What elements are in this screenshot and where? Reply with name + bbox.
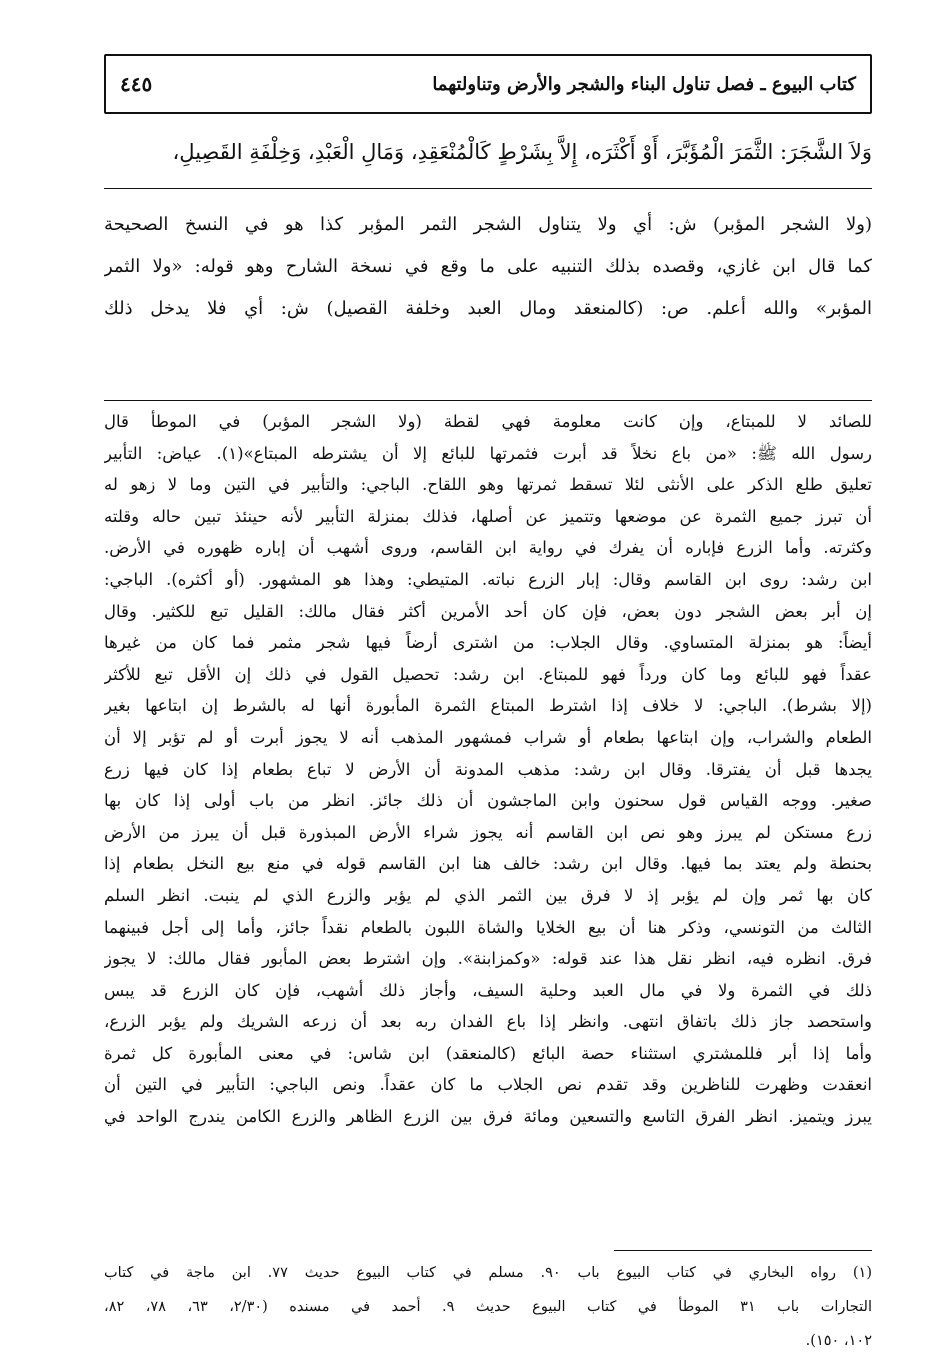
gloss-line: انعقدت وظهرت للناظرين وقد تقدم نص الجلاب ما كان عقداً. ونص الباجي: التأبير في التين أن [104,1075,872,1095]
footnote-block [104,1256,872,1358]
footnote-divider [614,1250,872,1251]
matn-text: وَلاَ الشَّجَرَ: الثَّمَرَ الْمُؤَبَّرَ، أَوْ أَكْثَرَه، إِلاَّ بِشَرْطٍ كَالْمُنْعَقِدِ، وَمَالِ الْعَبْدِ، وَخِلْفَةِ القَصِيلِ، [172,140,872,164]
gloss-line: يجدها قبل أن يفترقا. وقال ابن رشد: مذهب المدونة أن الأرض لا تباع بطعام إذا كان فيها زرع [104,759,872,779]
gloss-line: للصائد لا للمبتاع، وإن كانت معلومة فهي لقطة (ولا الشجر المؤبر) في الموطأ قال [104,412,872,431]
gloss-line: تعليق طلع الذكر على الأنثى لئلا تسقط ثمرتها وهو اللقاح. الباجي: والتأبير في التين وما لا زهو له [104,475,872,495]
gloss-line: إن أبر بعض الشجر دون بعض، فإن كان أحد الأمرين أكثر فقال مالك: القليل تبع للكثير. وقال [104,601,872,621]
running-header [104,54,872,114]
header-title: كتاب البيوع ـ فصل تناول البناء والشجر والأرض وتناولتهما [432,73,856,95]
commentary-line: كما قال ابن غازي، وقصده بذلك التنبيه على ما وقع في نسخة الشارح وهو قوله: «ولا الثمر [104,256,872,277]
gloss-line: واستحصد جاز ذلك باتفاق انتهى. وانظر إذا باع الفدان ربه بعد أن زرعه الشريك ولم يؤبر الزرع، [104,1012,872,1032]
gloss-line: وكثرته. وأما الزرع فإباره أن يفرك في رواية ابن القاسم، وروى أشهب أن إباره ظهوره في الأرض. [104,538,872,558]
gloss-line: (إلا بشرط). الباجي: لا خلاف إذا اشترط المبتاع الثمرة المأبورة أنها له بالشرط إن ابتاعها بغير [104,696,872,716]
footnote-line: (١) رواه البخاري في كتاب البيوع باب ٩٠. مسلم في كتاب البيوع حديث ٧٧. ابن ماجة في كتاب [104,1265,872,1281]
gloss-line: بحنطة ولم يعتد بما فيها. وقال ابن رشد: خالف هنا ابن القاسم قوله في منع بيع النخل بطعام إذا [104,854,872,874]
gloss-line: الطعام والشراب، وإن ابتاعها بطعام أو شراب فمشهور المذهب أنه لا يجوز أبرت أو لم تؤبر إلا أن [104,727,872,747]
gloss-line: ذلك في الثمرة ولا في مال العبد وحلية السيف، وأجاز ذلك أشهب، فإن كان الزرع قد يبس [104,980,872,1000]
page-number: ٤٤٥ [120,72,153,96]
gloss-line: الثالث من التونسي، وذكر هنا أن بيع الخلايا والشاة اللبون بالطعام نقداً جائز، وأما إلى أجل فبينهما [104,917,872,937]
gloss-line: أن تبرز جميع الثمرة عن موضعها وتتميز عن أصلها، فذلك بمنزلة التأبير لأنه حينئذ تبين حاله وقلته [104,506,872,526]
gloss-line: صغير. ووجه القياس قول سحنون وابن الماجشون أن ذلك جائز. انظر من باب أولى إذا كان بها [104,791,872,811]
commentary-line: (ولا الشجر المؤبر) ش: أي ولا يتناول الشجر الثمر المؤبر كذا هو في النسخ الصحيحة [104,214,872,235]
gloss-line: وأما إذا أبر فللمشتري استثناء حصة البائع (كالمنعقد) ابن شاس: في معنى المأبورة كل ثمرة [104,1043,872,1063]
footnote-line: ١٠٢، ١٥٠). [805,1333,872,1349]
commentary-line: المؤبر» والله أعلم. ص: (كالمنعقد ومال العبد وخلفة القصيل) ش: أي فلا يدخل ذلك [104,298,872,319]
gloss-line: فرق. انظره فيه، انظر نقل هذا عند قوله: «وكمزابنة». وإن اشترط بعض المأبور فقال مالك: لا يجوز [104,949,872,969]
gloss-line: أيضاً: هو بمنزلة المتساوي. وقال الجلاب: من اشترى أرضاً فيها شجر مثمر فما كان من غيرها [104,633,872,653]
gloss-line: زرع مستكن لم يبرز وهو نص ابن القاسم أنه يجوز شراء الأرض المبذورة قبل أن يبرز من الأرض [104,822,872,842]
matn-divider [104,188,872,189]
gloss-line: يبرز ويتميز. انظر الفرق التاسع والتسعين ومائة فرق بين الزرع الظاهر والزرع الكامن يندرج الواحد في [104,1107,872,1127]
commentary-block [104,204,872,330]
book-page [104,54,876,1349]
footnote-line: التجارات باب ٣١ الموطأ في كتاب البيوع حديث ٩. أحمد في مسنده (٢/٣٠، ٦٣، ٧٨، ٨٢، [104,1299,872,1315]
gloss-line: ابن رشد: روى ابن القاسم وقال: إبار الزرع نباته. المتيطي: وهذا هو المشهور. (أو أكثره). الباجي: [104,569,872,589]
gloss-line: عقداً فهو للبائع وما كان ورداً فهو للمبتاع. ابن رشد: تحصيل القول في ذلك إن الأقل تبع للأكثر [104,664,872,684]
commentary-divider [104,400,872,401]
gloss-block [104,406,872,1133]
gloss-line: كان بها ثمر وإن لم يؤبر إذ لا فرق بين الثمر الذي لم يؤبر والزرع الذي لم ينبت. انظر السلم [104,885,872,905]
gloss-line: رسول الله ﷺ: «من باع نخلاً قد أبرت فثمرتها للبائع إلا أن يشترطه المبتاع»(١). عياض: التأبير [104,443,872,463]
